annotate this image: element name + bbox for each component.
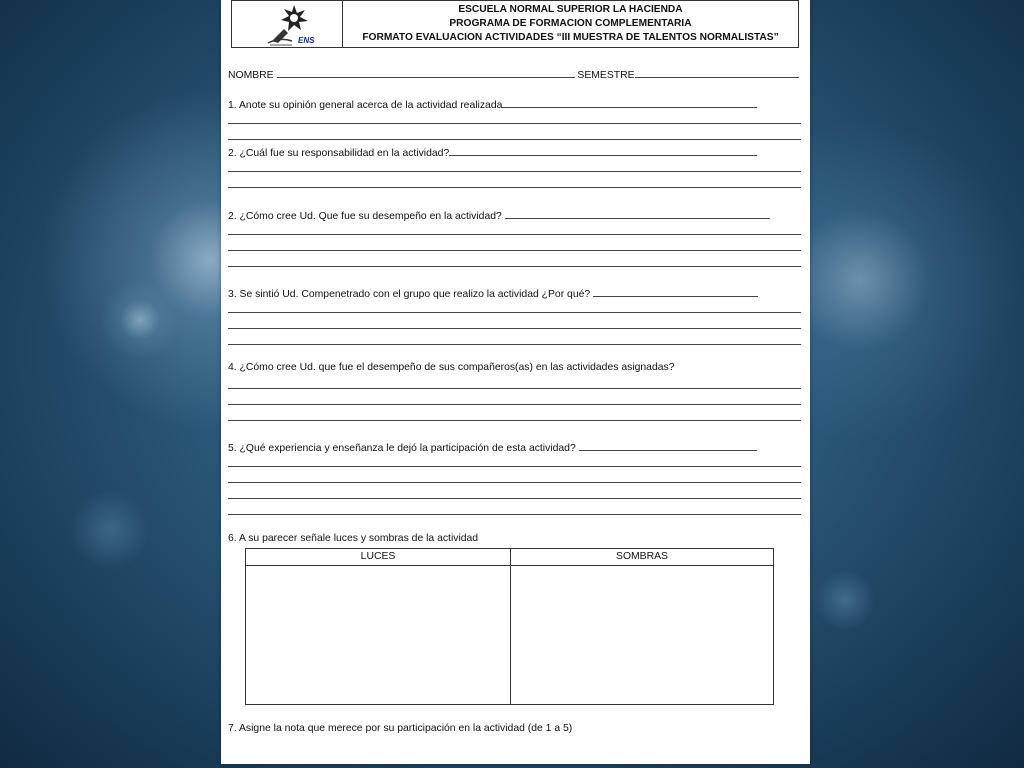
lights-column-header: LUCES	[360, 551, 396, 562]
question-3	[228, 208, 770, 222]
form-header	[231, 0, 799, 48]
answer-line[interactable]	[228, 404, 801, 405]
name-semester-row	[228, 67, 799, 81]
answer-line[interactable]	[228, 139, 801, 140]
question-4	[228, 286, 758, 300]
answer-line[interactable]	[228, 420, 801, 421]
shadows-cell[interactable]	[512, 566, 773, 704]
question-text: 4. ¿Cómo cree Ud. que fue el desempeño de sus compañeros(as) en las actividades asignadas?	[228, 362, 675, 373]
question-text: 6. A su parecer señale luces y sombras de la actividad	[228, 533, 479, 544]
answer-line[interactable]	[449, 145, 757, 156]
header-titles	[343, 1, 798, 47]
school-logo	[232, 1, 343, 47]
answer-line[interactable]	[505, 208, 770, 219]
answer-line[interactable]	[228, 344, 801, 345]
question-5	[228, 362, 674, 373]
column-divider	[510, 549, 511, 704]
question-text: 7. Asigne la nota que merece por su participación en la actividad (de 1 a 5)	[228, 723, 573, 734]
question-8	[228, 723, 572, 734]
question-6	[228, 440, 757, 454]
lights-shadows-table	[245, 548, 774, 705]
answer-line[interactable]	[593, 286, 758, 297]
answer-line[interactable]	[228, 514, 801, 515]
school-name: ESCUELA NORMAL SUPERIOR LA HACIENDA	[458, 4, 683, 15]
answer-line[interactable]	[228, 250, 801, 251]
semester-label: SEMESTRE	[577, 70, 635, 81]
answer-line[interactable]	[228, 482, 801, 483]
answer-line[interactable]	[228, 328, 801, 329]
answer-line[interactable]	[228, 123, 801, 124]
question-2	[228, 145, 757, 159]
answer-line[interactable]	[228, 171, 801, 172]
answer-line[interactable]	[579, 440, 757, 451]
answer-line[interactable]	[228, 187, 801, 188]
question-1	[228, 97, 757, 111]
shadows-column-header: SOMBRAS	[616, 551, 668, 562]
lights-cell[interactable]	[247, 566, 509, 704]
format-title: FORMATO EVALUACION ACTIVIDADES “III MUESTRA DE TALENTOS NORMALISTAS”	[362, 32, 779, 43]
question-text: 2. ¿Cómo cree Ud. Que fue su desempeño en la actividad?	[228, 211, 502, 222]
name-field[interactable]	[277, 67, 575, 78]
question-text: 2. ¿Cuál fue su responsabilidad en la actividad?	[228, 148, 450, 159]
logo-text: ENS	[298, 36, 315, 45]
answer-line[interactable]	[228, 312, 801, 313]
answer-line[interactable]	[228, 388, 801, 389]
answer-line[interactable]	[228, 466, 801, 467]
evaluation-form-page	[221, 0, 810, 764]
answer-line[interactable]	[228, 498, 801, 499]
question-7	[228, 533, 478, 544]
answer-line[interactable]	[228, 266, 801, 267]
answer-line[interactable]	[228, 234, 801, 235]
question-text: 5. ¿Qué experiencia y enseñanza le dejó la participación de esta actividad?	[228, 443, 576, 454]
question-text: 1. Anote su opinión general acerca de la actividad realizada	[228, 100, 503, 111]
name-label: NOMBRE	[228, 70, 274, 81]
logo-emblem-icon	[232, 1, 342, 47]
question-text: 3. Se sintió Ud. Compenetrado con el grupo que realizo la actividad ¿Por qué?	[228, 289, 591, 300]
semester-field[interactable]	[635, 67, 799, 78]
program-name: PROGRAMA DE FORMACION COMPLEMENTARIA	[449, 18, 692, 29]
answer-line[interactable]	[502, 97, 757, 108]
